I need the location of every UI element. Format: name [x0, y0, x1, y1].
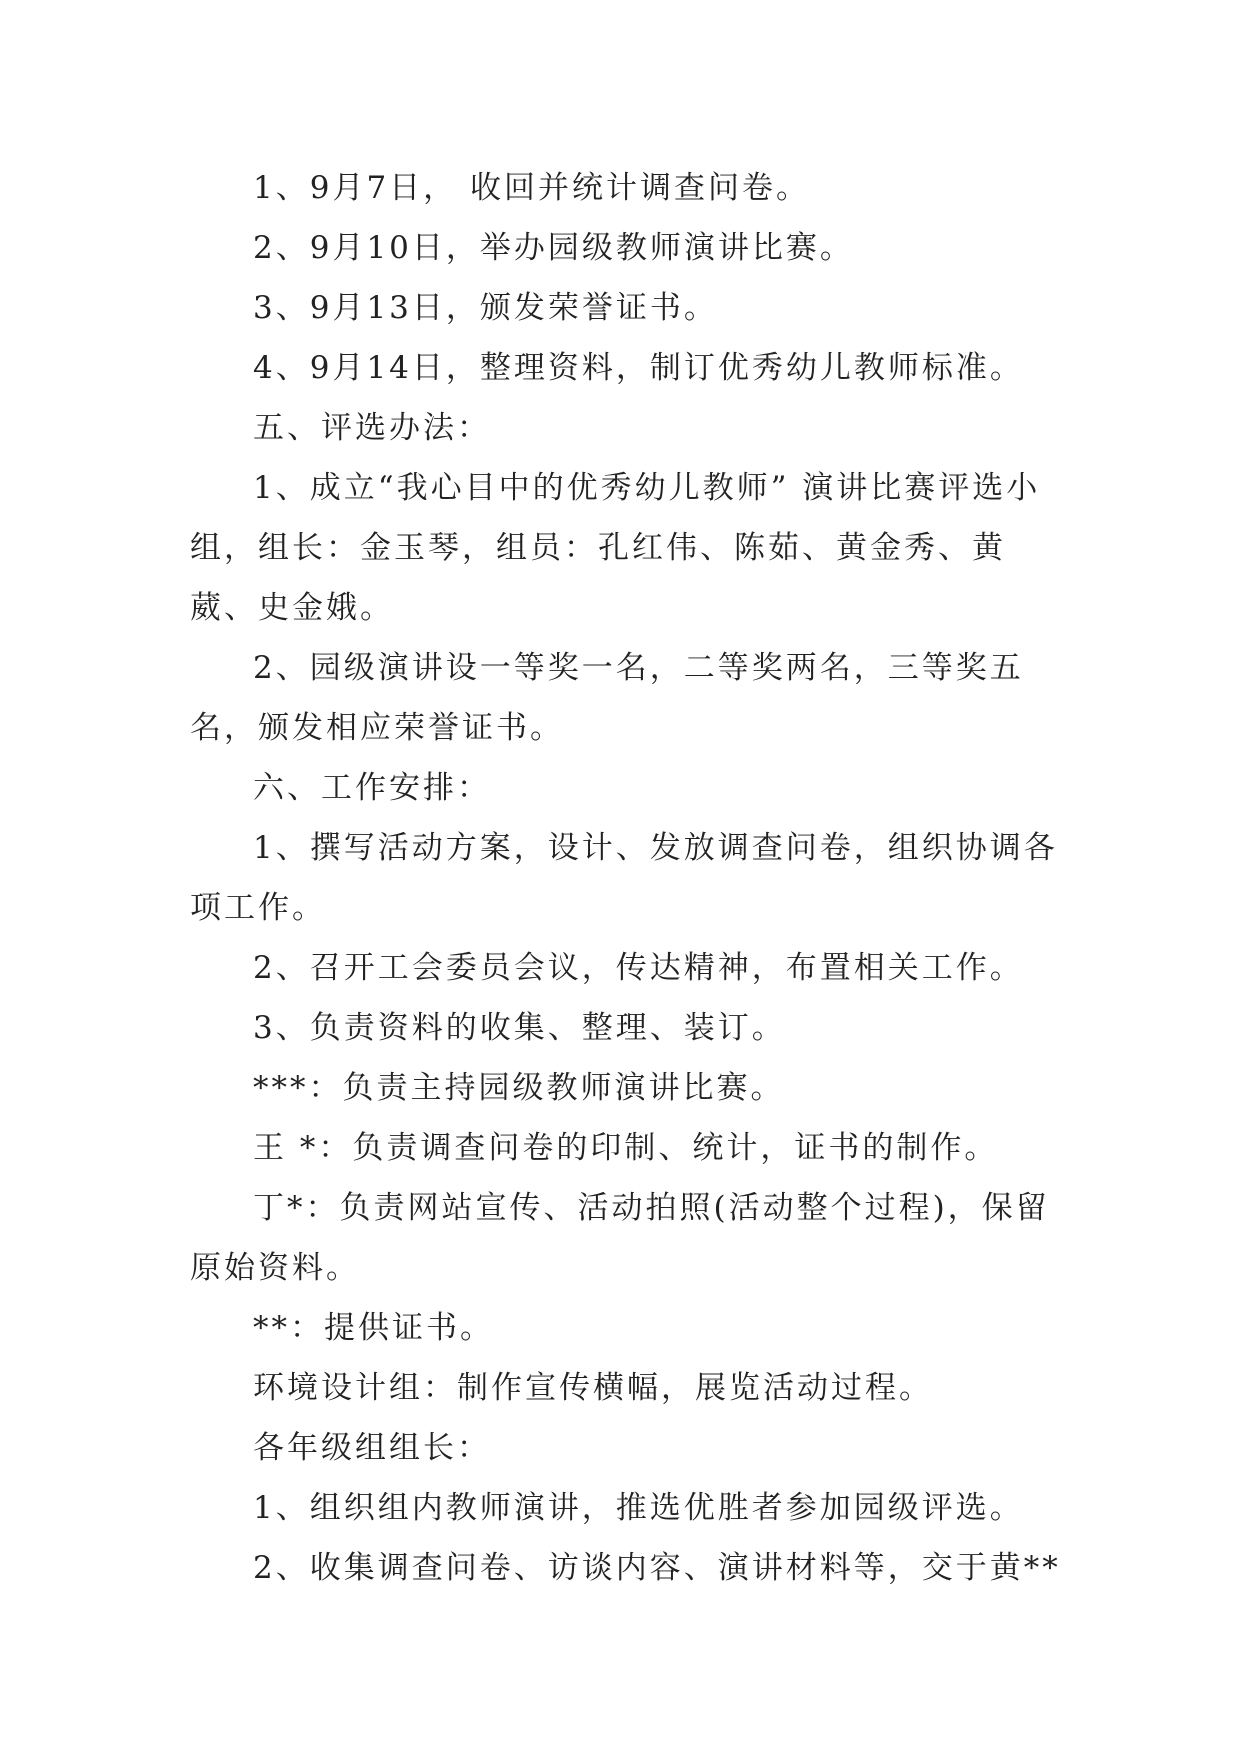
- evaluation-item-2: 2、园级演讲设一等奖一名，二等奖两名，三等奖五名，颁发相应荣誉证书。: [190, 650, 1024, 746]
- evaluation-item-1: 1、成立“我心目中的优秀幼儿教师” 演讲比赛评选小组，组长：金玉琴，组员：孔红伟、陈茹、黄金秀、黄葳、史金娥。: [190, 470, 1041, 626]
- duty-host: ***：负责主持园级教师演讲比赛。: [253, 1070, 785, 1106]
- schedule-item-3: 3、9月13日，颁发荣誉证书。: [253, 290, 718, 326]
- schedule-item-4: 4、9月14日，整理资料，制订优秀幼儿教师标准。: [253, 350, 1024, 386]
- work-item-3: 3、负责资料的收集、整理、装订。: [253, 1010, 786, 1046]
- duty-environment-group: 环境设计组：制作宣传横幅，展览活动过程。: [253, 1370, 933, 1406]
- duty-questionnaire: 王 *：负责调查问卷的印制、统计，证书的制作。: [253, 1130, 999, 1166]
- schedule-item-1: 1、9月7日， 收回并统计调查问卷。: [253, 170, 811, 206]
- grade-leaders-heading: 各年级组组长：: [253, 1430, 491, 1466]
- duty-certificates: **：提供证书。: [253, 1310, 494, 1346]
- grade-leaders-item-2: 2、收集调查问卷、访谈内容、演讲材料等，交于黄**: [253, 1550, 1061, 1586]
- work-item-2: 2、召开工会委员会议，传达精神，布置相关工作。: [253, 950, 1024, 986]
- document-body: [190, 158, 1070, 1598]
- grade-leaders-item-1: 1、组织组内教师演讲，推选优胜者参加园级评选。: [253, 1490, 1024, 1526]
- work-item-1: 1、撰写活动方案，设计、发放调查问卷，组织协调各项工作。: [190, 830, 1058, 926]
- section-heading-work-arrangement: 六、工作安排：: [253, 770, 491, 806]
- section-heading-evaluation: 五、评选办法：: [253, 410, 491, 446]
- schedule-item-2: 2、9月10日，举办园级教师演讲比赛。: [253, 230, 854, 266]
- duty-publicity: 丁*：负责网站宣传、活动拍照(活动整个过程)，保留原始资料。: [190, 1190, 1050, 1286]
